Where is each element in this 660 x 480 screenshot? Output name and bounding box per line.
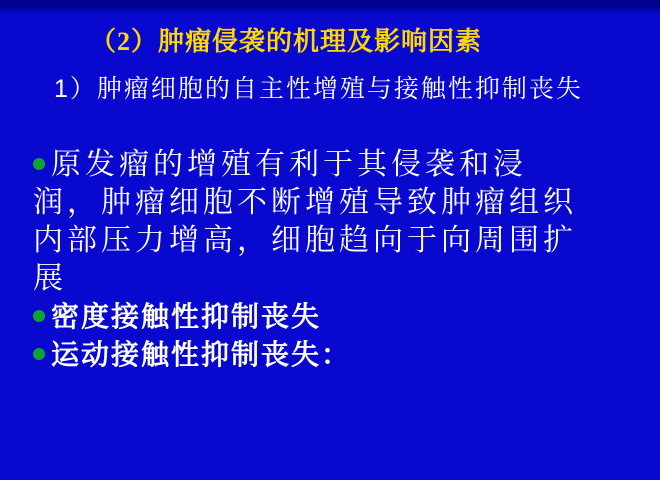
bullet-item — [33, 146, 591, 298]
bullet-dot-icon — [33, 348, 45, 360]
bullet-text: 密度接触性抑制丧失 — [51, 301, 322, 332]
slide-title: （2）肿瘤侵袭的机理及影响因素 — [90, 27, 483, 56]
bullet-dot-icon — [33, 310, 45, 322]
bullet-text: 原发瘤的增殖有利于其侵袭和浸润，肿瘤细胞不断增殖导致肿瘤组织内部压力增高，细胞趋向于向周围扩展 — [33, 148, 577, 295]
bullet-dot-icon — [33, 158, 45, 170]
bullet-item — [33, 298, 591, 336]
slide-subtitle: 1）肿瘤细胞的自主性增殖与接触性抑制丧失 — [54, 75, 583, 103]
slide-body — [33, 146, 591, 374]
bullet-text: 运动接触性抑制丧失： — [51, 339, 352, 370]
bullet-item — [33, 336, 591, 374]
